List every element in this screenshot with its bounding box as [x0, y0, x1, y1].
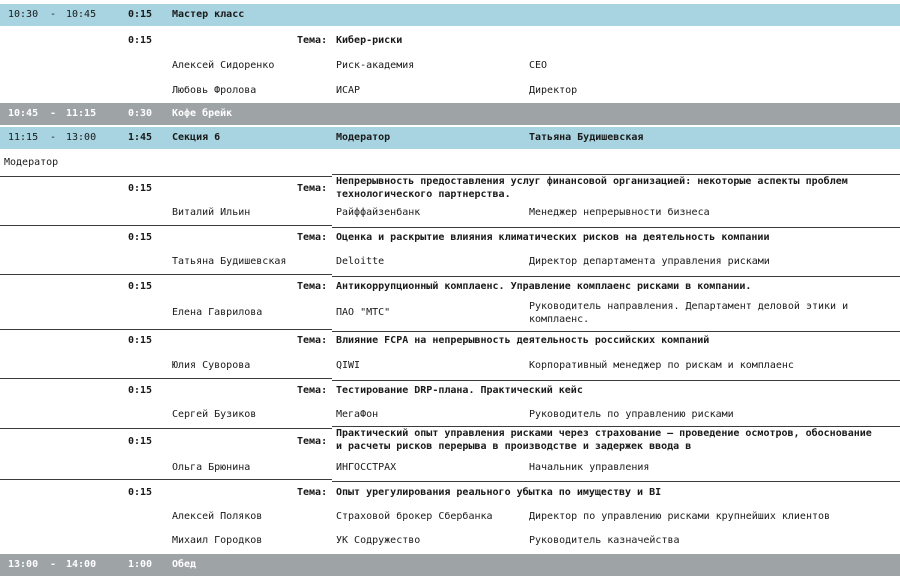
end-time: 11:15	[66, 108, 97, 119]
speaker-org: QIWI	[336, 360, 361, 371]
speaker-role: Начальник управления	[529, 462, 650, 473]
speaker-name: Алексей Сидоренко	[172, 60, 275, 71]
speaker-org: ИСАР	[336, 85, 361, 96]
speaker-org: УК Содружество	[336, 535, 421, 546]
moderator-row-label: Модератор	[4, 157, 59, 168]
end-time: 14:00	[66, 559, 97, 570]
topic-label: Тема:	[297, 335, 328, 346]
speaker-name: Татьяна Будишевская	[172, 256, 287, 267]
speaker-name: Елена Гаврилова	[172, 307, 263, 318]
start-time: 11:15	[8, 132, 39, 143]
time-separator: -	[50, 559, 57, 570]
speaker-org: Deloitte	[336, 256, 385, 267]
start-time: 13:00	[8, 559, 39, 570]
end-time: 10:45	[66, 9, 97, 20]
start-time: 10:45	[8, 108, 39, 119]
session-row-master	[0, 4, 900, 26]
topic-label: Тема:	[297, 385, 328, 396]
session-title: Обед	[172, 559, 197, 570]
talk-topic: Практический опыт управления рисками через страхование – проведение осмотров, обоснование и расчеты рисков перерыва в производстве и задержек ввода в	[336, 428, 872, 452]
duration: 0:15	[128, 9, 153, 20]
topic-label: Тема:	[297, 35, 328, 46]
speaker-role: Руководитель по управлению рисками	[529, 409, 734, 420]
speaker-name: Сергей Бузиков	[172, 409, 257, 420]
divider	[0, 274, 332, 275]
divider	[332, 331, 900, 332]
duration: 0:30	[128, 108, 153, 119]
divider	[0, 428, 332, 429]
talk-topic: Антикоррупционный комплаенс. Управление комплаенс рисками в компании.	[336, 281, 752, 292]
session-row-section	[0, 127, 900, 149]
speaker-org: ПАО "МТС"	[336, 307, 391, 318]
speaker-name: Михаил Городков	[172, 535, 263, 546]
talk-topic: Тестирование DRP-плана. Практический кейс	[336, 385, 583, 396]
divider	[332, 276, 900, 277]
divider	[332, 380, 900, 381]
talk-duration: 0:15	[128, 35, 153, 46]
speaker-role: Руководитель казначейства	[529, 535, 680, 546]
talk-duration: 0:15	[128, 385, 153, 396]
time-separator: -	[50, 132, 57, 143]
talk-duration: 0:15	[128, 335, 153, 346]
divider	[0, 176, 332, 177]
moderator-name: Татьяна Будишевская	[529, 132, 644, 143]
speaker-org: Риск-академия	[336, 60, 415, 71]
speaker-org: Райффайзенбанк	[336, 207, 421, 218]
speaker-name: Алексей Поляков	[172, 511, 263, 522]
talk-duration: 0:15	[128, 232, 153, 243]
talk-topic: Опыт урегулирования реального убытка по имуществу и BI	[336, 487, 662, 498]
speaker-org: ИНГОССТРАХ	[336, 462, 397, 473]
speaker-role: Директор по управлению рисками крупнейших клиентов	[529, 511, 831, 522]
session-title: Секция 6	[172, 132, 221, 143]
speaker-name: Любовь Фролова	[172, 85, 257, 96]
session-row-coffee	[0, 103, 900, 125]
speaker-org: МегаФон	[336, 409, 379, 420]
topic-label: Тема:	[297, 232, 328, 243]
topic-label: Тема:	[297, 436, 328, 447]
speaker-name: Виталий Ильин	[172, 207, 251, 218]
speaker-role: Директор департамента управления рисками	[529, 256, 770, 267]
duration: 1:00	[128, 559, 153, 570]
speaker-role: Менеджер непрерывности бизнеса	[529, 207, 710, 218]
divider	[0, 479, 332, 480]
session-title: Мастер класс	[172, 9, 245, 20]
start-time: 10:30	[8, 9, 39, 20]
speaker-name: Ольга Брюнина	[172, 462, 251, 473]
talk-duration: 0:15	[128, 436, 153, 447]
divider	[0, 378, 332, 379]
session-row-lunch	[0, 554, 900, 576]
speaker-name: Юлия Суворова	[172, 360, 251, 371]
divider	[332, 481, 900, 482]
divider	[0, 329, 332, 330]
topic-label: Тема:	[297, 183, 328, 194]
talk-topic: Непрерывность предоставления услуг финансовой организацией: некоторые аспекты проблем технологического партнерства.	[336, 176, 848, 200]
talk-topic: Оценка и раскрытие влияния климатических рисков на деятельность компании	[336, 232, 770, 243]
session-title: Кофе брейк	[172, 108, 233, 119]
topic-label: Тема:	[297, 281, 328, 292]
talk-duration: 0:15	[128, 281, 153, 292]
moderator-label: Модератор	[336, 132, 391, 143]
talk-topic: Влияние FCPA на непрерывность деятельность российских компаний	[336, 335, 710, 346]
end-time: 13:00	[66, 132, 97, 143]
speaker-role: Руководитель направления. Департамент деловой этики и комплаенс.	[529, 301, 849, 325]
talk-topic: Кибер-риски	[336, 35, 403, 46]
speaker-role: CEO	[529, 60, 548, 71]
topic-label: Тема:	[297, 487, 328, 498]
speaker-role: Директор	[529, 85, 578, 96]
divider	[0, 225, 332, 226]
time-separator: -	[50, 9, 57, 20]
duration: 1:45	[128, 132, 153, 143]
speaker-org: Страховой брокер Сбербанка	[336, 511, 493, 522]
time-separator: -	[50, 108, 57, 119]
talk-duration: 0:15	[128, 183, 153, 194]
divider	[332, 227, 900, 228]
talk-duration: 0:15	[128, 487, 153, 498]
speaker-role: Корпоративный менеджер по рискам и комплаенс	[529, 360, 794, 371]
